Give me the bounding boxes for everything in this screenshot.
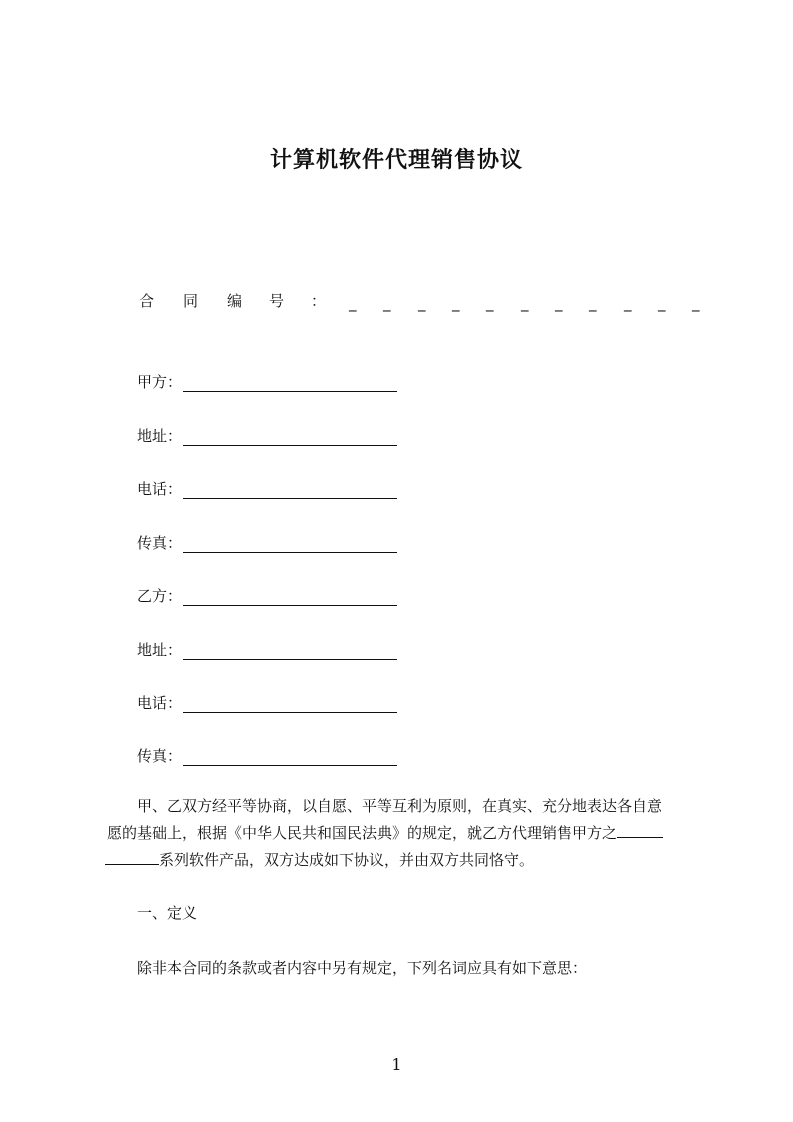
party-a-address-label: 地址： bbox=[137, 427, 183, 445]
party-b-address-label: 地址： bbox=[137, 641, 183, 659]
contract-no-blank: _ bbox=[589, 294, 597, 312]
party-a-address-field bbox=[137, 424, 397, 446]
product-name-blank-2[interactable] bbox=[105, 849, 159, 865]
party-a-name-blank[interactable] bbox=[183, 375, 397, 392]
party-b-phone-field bbox=[137, 691, 397, 713]
party-b-address-blank[interactable] bbox=[183, 643, 397, 660]
party-b-name-label: 乙方： bbox=[137, 587, 183, 605]
party-b-fax-label: 传真： bbox=[137, 747, 183, 765]
contract-no-blank: _ bbox=[418, 294, 426, 312]
contract-no-blank: _ bbox=[349, 294, 357, 312]
product-name-blank-1[interactable] bbox=[617, 822, 663, 838]
party-b-name-blank[interactable] bbox=[183, 589, 397, 606]
party-b-fax-blank[interactable] bbox=[183, 749, 397, 766]
contract-no-blank: _ bbox=[452, 294, 460, 312]
party-b-phone-label: 电话： bbox=[137, 694, 183, 712]
party-a-address-blank[interactable] bbox=[183, 429, 397, 446]
party-b-phone-blank[interactable] bbox=[183, 696, 397, 713]
page-number: 1 bbox=[391, 1055, 402, 1074]
party-b-address-field bbox=[137, 638, 397, 660]
preamble-line-3 bbox=[105, 847, 534, 874]
party-a-phone-field bbox=[137, 477, 397, 499]
party-a-phone-label: 电话： bbox=[137, 480, 183, 498]
contract-no-blank: _ bbox=[383, 294, 391, 312]
document-title: 计算机软件代理销售协议 bbox=[269, 148, 523, 173]
contract-no-blank: _ bbox=[692, 294, 700, 312]
contract-no-blank: _ bbox=[555, 294, 563, 312]
party-a-name-field bbox=[137, 370, 397, 392]
party-a-phone-blank[interactable] bbox=[183, 482, 397, 499]
preamble-line-2 bbox=[107, 820, 663, 847]
section-1-intro: 除非本合同的条款或者内容中另有规定，下列名词应具有如下意思： bbox=[137, 959, 588, 977]
party-a-name-label: 甲方： bbox=[137, 373, 183, 391]
party-a-fax-blank[interactable] bbox=[183, 536, 397, 553]
contract-no-blank: _ bbox=[486, 294, 494, 312]
contract-no-blank: _ bbox=[624, 294, 632, 312]
preamble-line-1: 甲、乙双方经平等协商，以自愿、平等互利为原则，在真实、充分地表达各自意 bbox=[137, 797, 663, 815]
section-1-heading: 一、定义 bbox=[137, 904, 198, 922]
contract-no-blank: _ bbox=[521, 294, 529, 312]
contract-no-char: 号 bbox=[269, 292, 285, 310]
contract-no-char: 同 bbox=[183, 292, 199, 310]
contract-no-char: ： bbox=[311, 292, 327, 310]
contract-no-blank: _ bbox=[658, 294, 666, 312]
contract-no-char: 合 bbox=[139, 292, 155, 310]
preamble-line-3-text: 系列软件产品，双方达成如下协议，并由双方共同恪守。 bbox=[159, 851, 535, 869]
preamble-line-2-text: 愿的基础上，根据《中华人民共和国民法典》的规定，就乙方代理销售甲方之 bbox=[107, 824, 618, 842]
party-a-fax-field bbox=[137, 531, 397, 553]
party-b-name-field bbox=[137, 584, 397, 606]
contract-number-row bbox=[139, 290, 701, 316]
party-a-fax-label: 传真： bbox=[137, 534, 183, 552]
party-b-fax-field bbox=[137, 744, 397, 766]
contract-no-char: 编 bbox=[227, 292, 243, 310]
